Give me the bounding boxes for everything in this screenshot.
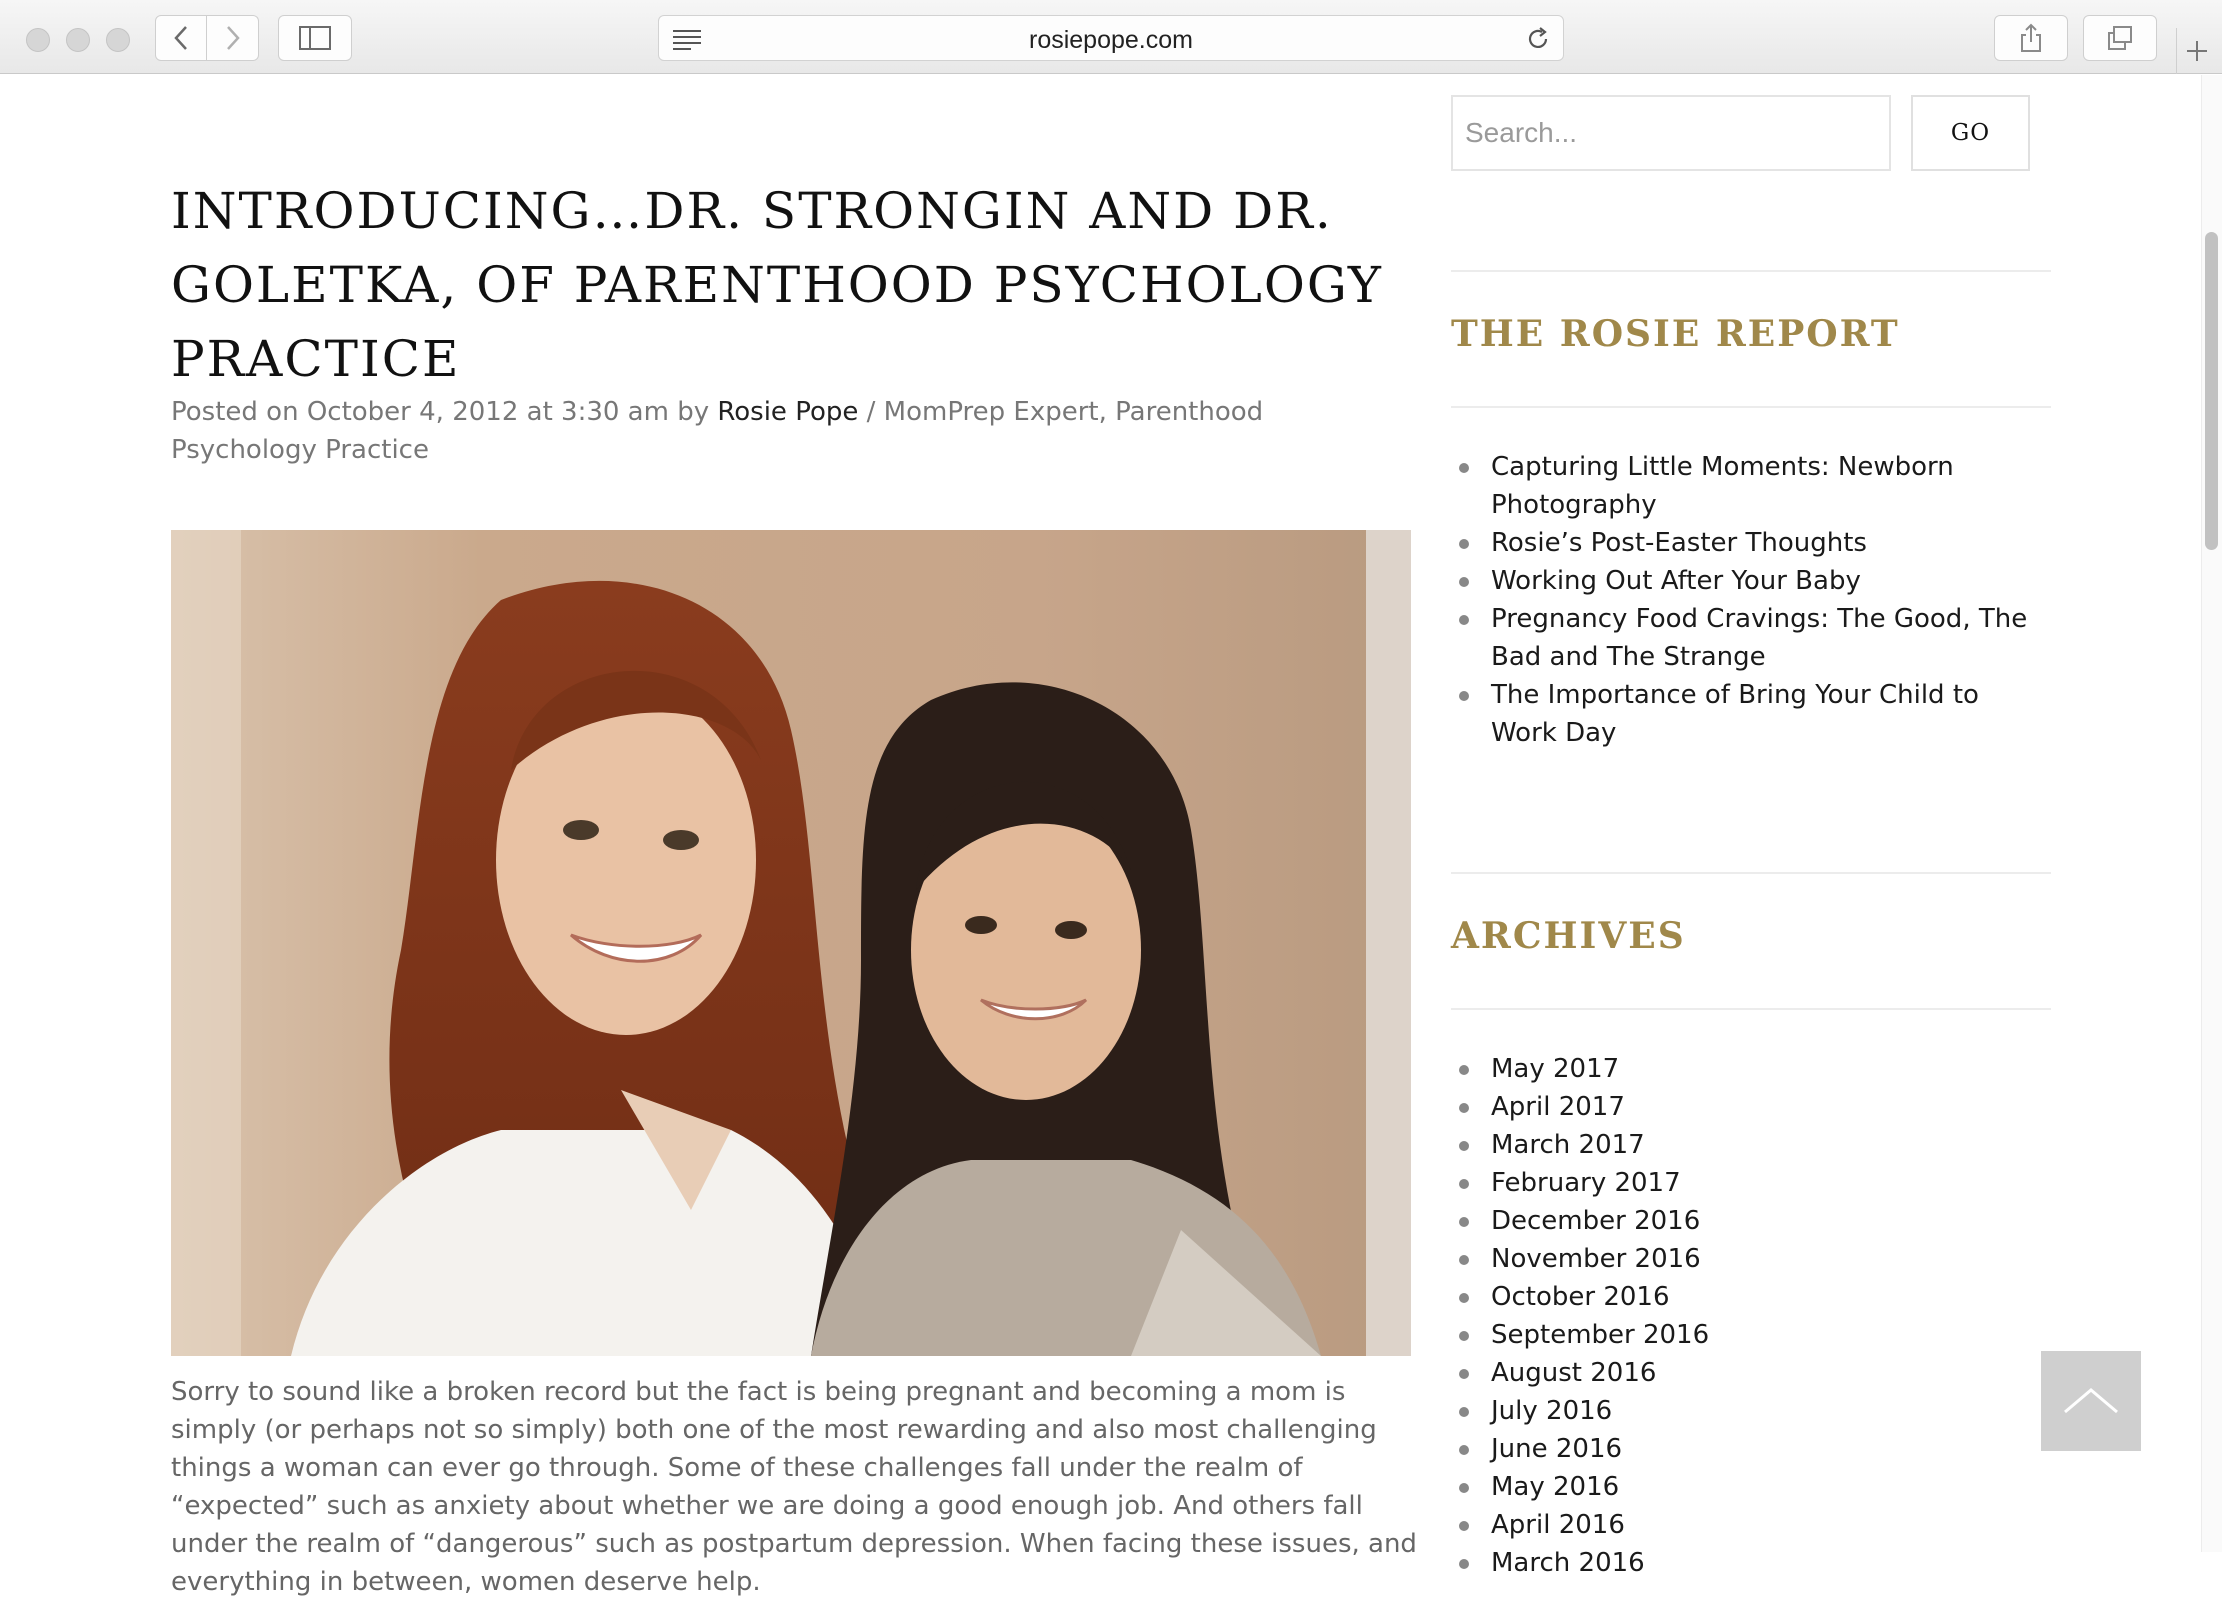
divider xyxy=(1451,270,2051,272)
link-text[interactable]: Capturing Little Moments: Newborn Photography xyxy=(1491,452,1954,520)
archive-item[interactable] xyxy=(1451,1354,2051,1392)
bullet-icon xyxy=(1459,615,1469,625)
bullet-icon xyxy=(1459,1445,1469,1455)
post-body: Sorry to sound like a broken record but the fact is being pregnant and becoming a mom is simply (or perhaps not so simply) both one of the most rewarding and also most challenging things a woman can ever go through. Some of these challenges fall under the realm of “expected” such as anxiety about whether we are doing a good enough job. And others fall under the realm of “dangerous” such as postpartum depression. When facing these issues, and everything in between, women deserve help. xyxy=(171,1377,1417,1597)
report-item[interactable] xyxy=(1451,676,2051,752)
tabs-icon xyxy=(2107,25,2133,51)
archives-heading: ARCHIVES xyxy=(1451,915,1686,957)
web-page xyxy=(0,75,2222,1597)
link-text[interactable]: December 2016 xyxy=(1491,1206,1701,1236)
tabs-overview-button[interactable] xyxy=(2083,15,2157,61)
archive-item[interactable] xyxy=(1451,1164,2051,1202)
bullet-icon xyxy=(1459,1065,1469,1075)
report-item[interactable] xyxy=(1451,524,2051,562)
vertical-scrollbar[interactable] xyxy=(2201,75,2222,1552)
post-featured-image xyxy=(171,530,1411,1356)
bullet-icon xyxy=(1459,1407,1469,1417)
sidebar-toggle-button[interactable] xyxy=(278,15,352,61)
link-text[interactable]: July 2016 xyxy=(1491,1396,1613,1426)
bullet-icon xyxy=(1459,1217,1469,1227)
new-tab-button[interactable] xyxy=(2176,28,2217,74)
link-text[interactable]: April 2016 xyxy=(1491,1510,1625,1540)
bullet-icon xyxy=(1459,1331,1469,1341)
bullet-icon xyxy=(1459,691,1469,701)
reload-icon[interactable] xyxy=(1525,26,1551,52)
forward-button[interactable] xyxy=(207,15,259,61)
report-item[interactable] xyxy=(1451,562,2051,600)
link-text[interactable]: Pregnancy Food Cravings: The Good, The Bad and The Strange xyxy=(1491,604,2028,672)
sidebar-icon xyxy=(299,26,331,50)
close-window-button[interactable] xyxy=(26,28,50,52)
search-go-button[interactable]: GO xyxy=(1911,95,2030,171)
back-to-top-button[interactable] xyxy=(2041,1351,2141,1451)
post-title: INTRODUCING…DR. STRONGIN AND DR. GOLETKA, OF PARENTHOOD PSYCHOLOGY PRACTICE xyxy=(171,182,1383,388)
rosie-report-list xyxy=(1451,448,2051,752)
bullet-icon xyxy=(1459,539,1469,549)
report-item[interactable] xyxy=(1451,448,2051,524)
bullet-icon xyxy=(1459,1141,1469,1151)
search-input[interactable] xyxy=(1451,95,1891,171)
rosie-report-heading: THE ROSIE REPORT xyxy=(1451,313,1900,355)
share-button[interactable] xyxy=(1994,15,2068,61)
minimize-window-button[interactable] xyxy=(66,28,90,52)
chevron-left-icon xyxy=(172,24,190,52)
chevron-up-icon xyxy=(2061,1386,2121,1416)
divider xyxy=(1451,872,2051,874)
link-text[interactable]: February 2017 xyxy=(1491,1168,1681,1198)
zoom-window-button[interactable] xyxy=(106,28,130,52)
archive-item[interactable] xyxy=(1451,1392,2051,1430)
link-text[interactable]: August 2016 xyxy=(1491,1358,1657,1388)
share-icon xyxy=(2019,23,2043,53)
link-text[interactable]: May 2016 xyxy=(1491,1472,1620,1502)
link-text[interactable]: May 2017 xyxy=(1491,1054,1620,1084)
post-meta xyxy=(171,393,1411,469)
address-bar[interactable] xyxy=(658,15,1564,61)
bullet-icon xyxy=(1459,1559,1469,1569)
link-text[interactable]: September 2016 xyxy=(1491,1320,1710,1350)
bullet-icon xyxy=(1459,1521,1469,1531)
link-text[interactable]: October 2016 xyxy=(1491,1282,1670,1312)
archive-item[interactable] xyxy=(1451,1316,2051,1354)
bullet-icon xyxy=(1459,1369,1469,1379)
archive-item[interactable] xyxy=(1451,1468,2051,1506)
post-categories[interactable]: / MomPrep Expert, Parenthood Psychology Practice xyxy=(171,397,1264,465)
post-date: Posted on October 4, 2012 at 3:30 am by xyxy=(171,397,718,427)
bullet-icon xyxy=(1459,1255,1469,1265)
archive-item[interactable] xyxy=(1451,1088,2051,1126)
archive-item[interactable] xyxy=(1451,1278,2051,1316)
divider xyxy=(1451,1008,2051,1010)
link-text[interactable]: Rosie’s Post-Easter Thoughts xyxy=(1491,528,1867,558)
link-text[interactable]: November 2016 xyxy=(1491,1244,1701,1274)
scrollbar-thumb[interactable] xyxy=(2205,232,2218,550)
url-text: rosiepope.com xyxy=(1029,26,1193,54)
chevron-right-icon xyxy=(224,24,242,52)
archive-item[interactable] xyxy=(1451,1544,2051,1582)
archive-item[interactable] xyxy=(1451,1240,2051,1278)
bullet-icon xyxy=(1459,1293,1469,1303)
bullet-icon xyxy=(1459,1179,1469,1189)
archives-list xyxy=(1451,1050,2051,1582)
archive-item[interactable] xyxy=(1451,1126,2051,1164)
link-text[interactable]: Working Out After Your Baby xyxy=(1491,566,1861,596)
author-link[interactable]: Rosie Pope xyxy=(717,397,859,427)
archive-item[interactable] xyxy=(1451,1506,2051,1544)
bullet-icon xyxy=(1459,463,1469,473)
archive-item[interactable] xyxy=(1451,1050,2051,1088)
bullet-icon xyxy=(1459,1483,1469,1493)
report-item[interactable] xyxy=(1451,600,2051,676)
link-text[interactable]: June 2016 xyxy=(1491,1434,1623,1464)
two-women-photo xyxy=(171,530,1411,1356)
bullet-icon xyxy=(1459,1103,1469,1113)
divider xyxy=(1451,406,2051,408)
browser-toolbar xyxy=(0,0,2222,74)
link-text[interactable]: March 2016 xyxy=(1491,1548,1645,1578)
link-text[interactable]: April 2017 xyxy=(1491,1092,1625,1122)
link-text[interactable]: March 2017 xyxy=(1491,1130,1645,1160)
bullet-icon xyxy=(1459,577,1469,587)
back-button[interactable] xyxy=(155,15,207,61)
archive-item[interactable] xyxy=(1451,1430,2051,1468)
link-text[interactable]: The Importance of Bring Your Child to Work Day xyxy=(1491,680,1979,748)
plus-icon xyxy=(2185,39,2209,63)
archive-item[interactable] xyxy=(1451,1202,2051,1240)
